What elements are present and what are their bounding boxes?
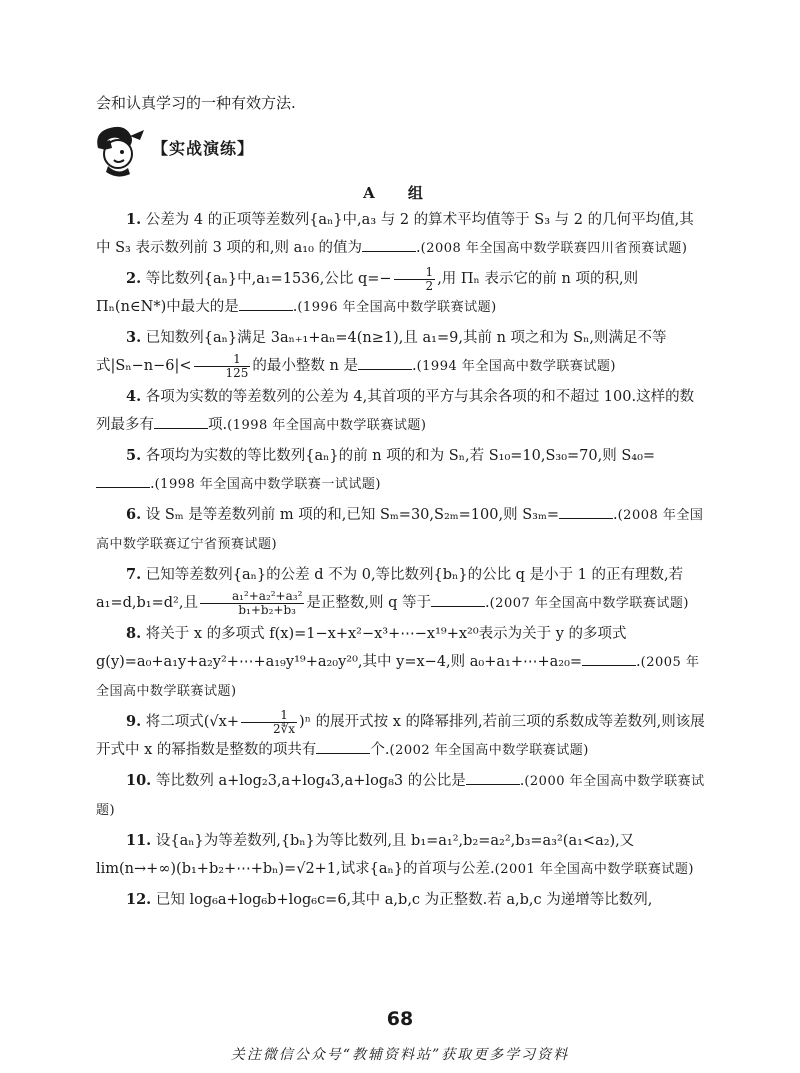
answer-blank[interactable] xyxy=(96,473,150,488)
problem-5: 5. 各项均为实数的等比数列{aₙ}的前 n 项的和为 Sₙ,若 S₁₀=10,S₃₀=70,则 S₄₀=.(1998 年全国高中数学联赛一试试题) xyxy=(96,442,708,499)
answer-blank[interactable] xyxy=(559,504,613,519)
section-title: 【实战演练】 xyxy=(152,139,255,158)
problem-4: 4. 各项为实数的等差数列的公差为 4,其首项的平方与其余各项的和不超过 100.这样的数列最多有 项.(1998 年全国高中数学联赛试题) xyxy=(96,388,695,433)
footer-note: 关注微信公众号“教辅资料站”获取更多学习资料 xyxy=(230,1047,570,1063)
group-title: A 组 xyxy=(363,184,437,202)
problem-6: 6. 设 Sₘ 是等差数列前 m 项的和,已知 Sₘ=30,S₂ₘ=100,则 S₃ₘ= .(2008 年全国高中数学联赛辽宁省预赛试题) xyxy=(96,506,704,552)
problem-2: 2. 等比数列{aₙ}中,a₁=1536,公比 q=− $\frac{1}{2}$ ,用 Πₙ 表示它的前 n 项的积,则 Πₙ(n∈N*)中最大的是 .(1996 年全国高中数学联赛试题) xyxy=(96,264,639,315)
answer-blank[interactable] xyxy=(358,355,412,370)
problem-3: 3. 已知数列{aₙ}满足 3aₙ₊₁+aₙ=4(n≥1),且 a₁=9,其前 n 项之和为 Sₙ,则满足不等式|Sₙ−n−6|< $\frac{1}{125}$ 的最小整数 n 是 .(1994 年全国高中数学联赛试题) xyxy=(96,329,667,380)
problem-8: 8. 将关于 x 的多项式 f(x)=1−x+x²−x³+⋯−x¹⁹+x²⁰表示为关于 y 的多项式 g(y)=a₀+a₁y+a₂y²+⋯+a₁₉y¹⁹+a₂₀y²⁰,其中 y=x−4,则 a₀+a₁+⋯+a₂₀= .(2005 年全国高中数学联赛试题) xyxy=(96,625,700,699)
fraction: $\frac{\text{a₁²+a₂²+a₃²}}{\text{b₁+b₂+b₃}}$ xyxy=(200,590,304,617)
problem-12: 12. 已知 log₆a+log₆b+log₆c=6,其中 a,b,c 为正整数.若 a,b,c 为递增等比数列, xyxy=(126,891,653,908)
intro-line: 会和认真学习的一种有效方法. xyxy=(96,94,296,112)
problem-1: 1. 公差为 4 的正项等差数列{aₙ}中,a₃ 与 2 的算术平均值等于 S₃ 与 2 的几何平均值,其中 S₃ 表示数列前 3 项的和,则 a₁₀ 的值为 .(2008 年全国高中数学联赛四川省预赛试题) xyxy=(96,211,694,256)
mascot-icon xyxy=(90,122,152,178)
fraction: $\frac{1}{2∜x}$ xyxy=(241,709,297,736)
section-header xyxy=(90,122,350,178)
problem-list xyxy=(96,206,708,916)
answer-blank[interactable] xyxy=(431,592,485,607)
fraction: $\frac{1}{2}$ xyxy=(394,266,436,293)
problem-10: 10. 等比数列 a+log₂3,a+log₄3,a+log₈3 的公比是 .(2000 年全国高中数学联赛试题) xyxy=(96,772,705,818)
answer-blank[interactable] xyxy=(154,414,208,429)
answer-blank[interactable] xyxy=(582,651,636,666)
answer-blank[interactable] xyxy=(316,739,370,754)
problem-9: 9. 将二项式(√x+ $\frac{1}{2∜x}$ )ⁿ 的展开式按 x 的降幂排列,若前三项的系数成等差数列,则该展开式中 x 的幂指数是整数的项共有 个.(2002 年全国高中数学联赛试题) xyxy=(96,707,705,758)
fraction: $\frac{1}{125}$ xyxy=(194,353,251,380)
problem-7: 7. 已知等差数列{aₙ}的公差 d 不为 0,等比数列{bₙ}的公比 q 是小于 1 的正有理数,若 a₁=d,b₁=d²,且 $\frac{\text{a₁²+a₂²+a₃²}}{\text{b₁+b₂+b₃}}$ 是正整数,则 q 等于 .(2007 年全国高中数学联赛试题) xyxy=(96,566,689,617)
problem-11: 11. 设{aₙ}为等差数列,{bₙ}为等比数列,且 b₁=a₁²,b₂=a₂²,b₃=a₃²(a₁<a₂),又 lim(n→+∞)(b₁+b₂+⋯+bₙ)=√2+1,试求{aₙ}的首项与公差.(2001 年全国高中数学联赛试题) xyxy=(96,832,695,877)
answer-blank[interactable] xyxy=(239,296,293,311)
page-number: 68 xyxy=(386,1008,414,1030)
answer-blank[interactable] xyxy=(466,770,520,785)
answer-blank[interactable] xyxy=(362,237,416,252)
